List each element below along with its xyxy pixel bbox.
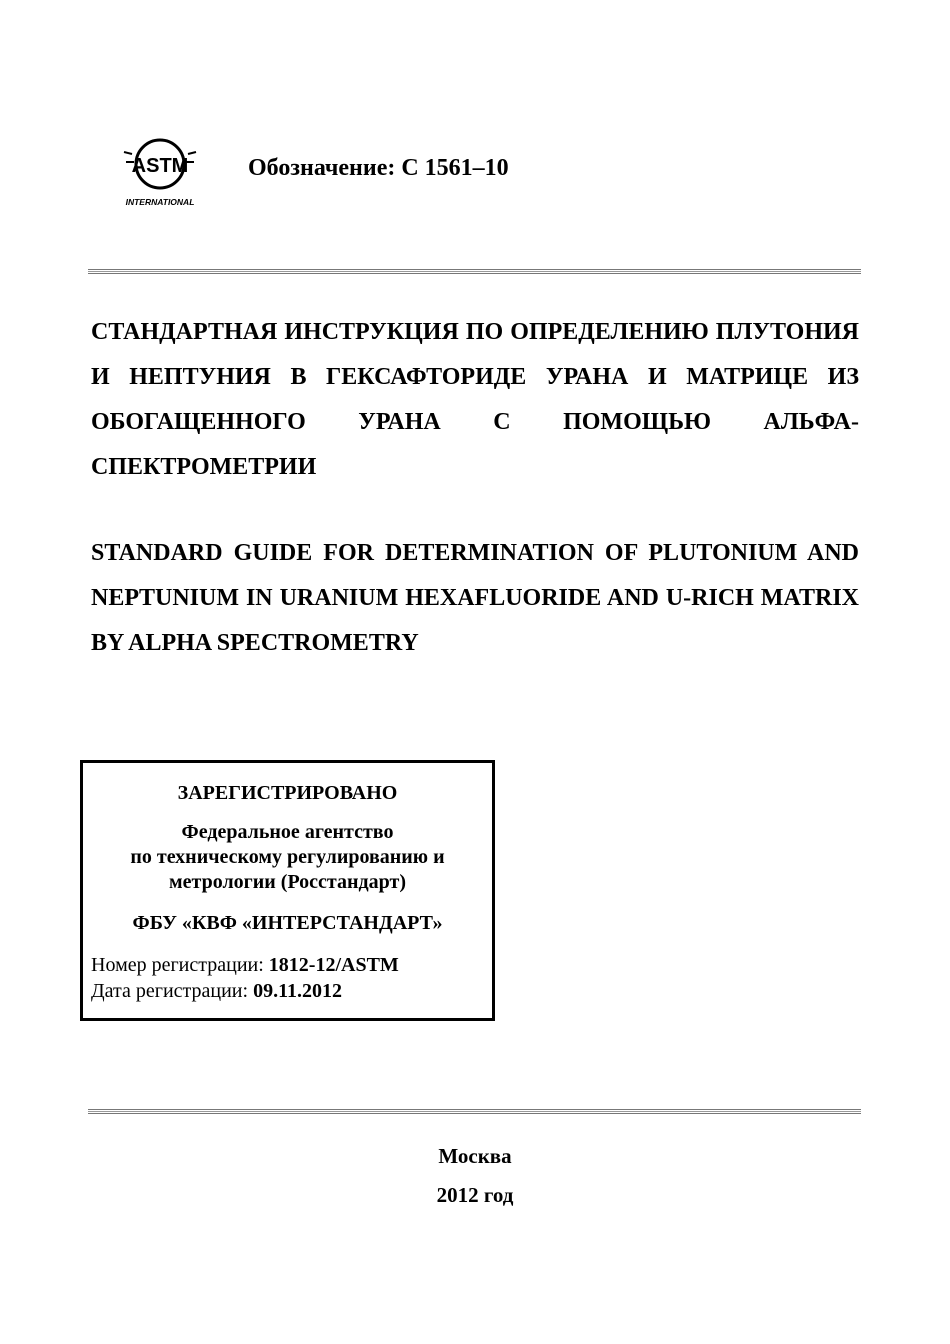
- registration-number-value: 1812-12/ASTM: [268, 954, 399, 976]
- document-designation: Обозначение: C 1561–10: [248, 155, 509, 181]
- registration-number: [91, 953, 399, 978]
- publication-city: Москва: [438, 1144, 512, 1168]
- registration-box: [80, 760, 495, 1021]
- astm-logo: [118, 130, 202, 210]
- agency-line: метрологии (Росстандарт): [169, 871, 406, 893]
- agency-line: по техническому регулированию и: [130, 846, 445, 868]
- registration-heading: ЗАРЕГИСТРИРОВАНО: [177, 782, 398, 804]
- registration-number-label: Номер регистрации:: [91, 954, 264, 976]
- registration-date: [91, 979, 342, 1004]
- registration-agency: [83, 820, 492, 895]
- agency-line: Федеральное агентство: [181, 821, 394, 843]
- logo-text: ASTM: [131, 155, 189, 177]
- publication-year: 2012 год: [436, 1183, 514, 1207]
- title-russian: СТАНДАРТНАЯ ИНСТРУКЦИЯ ПО ОПРЕДЕЛЕНИЮ ПЛУТОНИЯ И НЕПТУНИЯ В ГЕКСАФТОРИДЕ УРАНА И МАТРИЦЕ ИЗ ОБОГАЩЕННОГО УРАНА С ПОМОЩЬЮ АЛЬФА-СПЕКТРОМЕТРИИ: [91, 319, 859, 480]
- registration-date-label: Дата регистрации:: [91, 980, 249, 1002]
- top-divider: [88, 269, 861, 274]
- registration-organization: ФБУ «КВФ «ИНТЕРСТАНДАРТ»: [132, 912, 443, 934]
- registration-date-value: 09.11.2012: [253, 980, 342, 1002]
- bottom-divider: [88, 1109, 861, 1114]
- logo-subtext: INTERNATIONAL: [125, 197, 195, 207]
- title-english: STANDARD GUIDE FOR DETERMINATION OF PLUTONIUM AND NEPTUNIUM IN URANIUM HEXAFLUORIDE AND U-RICH MATRIX BY ALPHA SPECTROMETRY: [91, 540, 859, 656]
